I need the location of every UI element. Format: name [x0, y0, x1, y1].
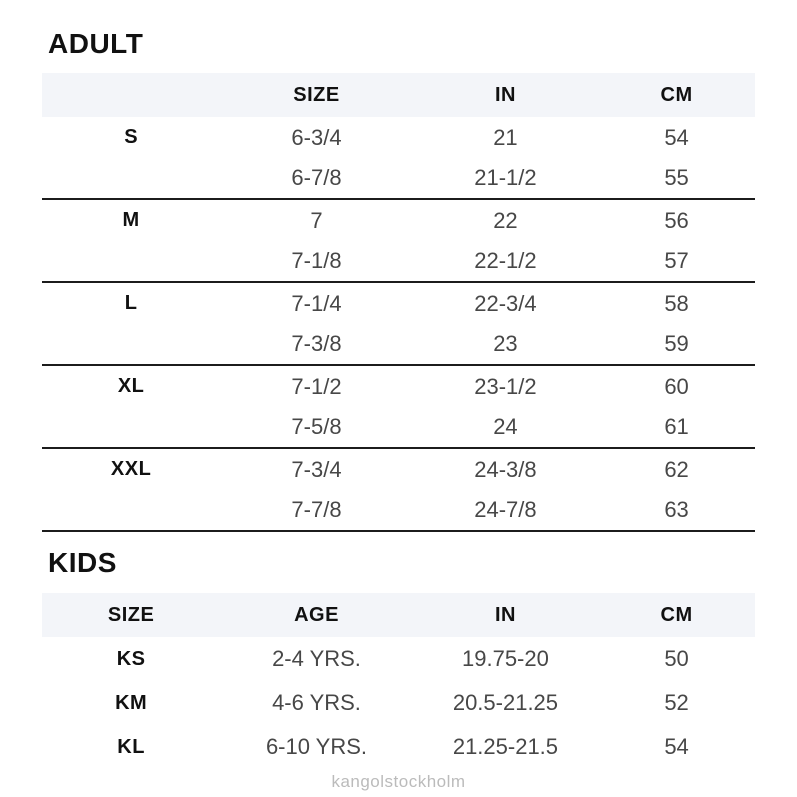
- cell-cm: 59: [664, 331, 689, 357]
- cell-size: 7-5/8: [291, 414, 342, 440]
- size-group-label: XL: [117, 375, 145, 398]
- table-row: [42, 637, 755, 681]
- watermark-text: kangolstockholm: [331, 772, 466, 791]
- size-group-label: KS: [116, 647, 146, 670]
- kids-header-age: AGE: [294, 603, 339, 626]
- size-group-label: XXL: [110, 458, 152, 481]
- cell-cm: 60: [664, 373, 689, 399]
- cell-inches: 22-3/4: [474, 290, 537, 316]
- table-row: [42, 681, 755, 725]
- cell-cm: 57: [664, 248, 689, 274]
- table-row: [42, 725, 755, 769]
- table-row: [42, 366, 755, 408]
- cell-age: 2-4 YRS.: [272, 646, 361, 671]
- table-row: [42, 117, 755, 159]
- cell-inches: 21-1/2: [474, 165, 537, 191]
- kids-section: [42, 547, 755, 769]
- size-group-label: S: [124, 126, 139, 149]
- cell-inches: 22: [493, 207, 518, 233]
- size-group-label: L: [124, 292, 138, 315]
- table-row: [42, 325, 755, 367]
- cell-size: 7-3/8: [291, 331, 342, 357]
- cell-inches: 24-7/8: [474, 497, 537, 523]
- adult-section-title: ADULT: [48, 28, 144, 59]
- cell-age: 6-10 YRS.: [265, 734, 368, 759]
- size-group-label: KL: [117, 735, 145, 758]
- kids-size-table: [42, 593, 755, 769]
- adult-section: [42, 28, 755, 532]
- adult-size-table: [42, 73, 755, 532]
- size-group-label: KM: [115, 691, 148, 714]
- adult-header-cm: CM: [660, 83, 693, 106]
- cell-size: 7: [310, 207, 323, 233]
- table-row: [42, 449, 755, 491]
- cell-inches: 21.25-21.5: [452, 734, 559, 759]
- cell-cm: 62: [664, 456, 689, 482]
- adult-table-header-row: [42, 73, 755, 117]
- kids-header-size: SIZE: [107, 603, 155, 626]
- table-row: [42, 491, 755, 533]
- cell-inches: 22-1/2: [474, 248, 537, 274]
- table-row: [42, 200, 755, 242]
- size-group-label: M: [122, 209, 140, 232]
- cell-cm: 54: [664, 124, 689, 150]
- cell-size: 7-3/4: [291, 456, 342, 482]
- table-row: [42, 283, 755, 325]
- table-row: [42, 408, 755, 450]
- kids-section-title: KIDS: [48, 547, 117, 578]
- cell-cm: 52: [664, 690, 689, 715]
- cell-size: 7-1/8: [291, 248, 342, 274]
- cell-cm: 56: [664, 207, 689, 233]
- cell-size: 6-3/4: [291, 124, 342, 150]
- kids-table-header-row: [42, 593, 755, 637]
- cell-cm: 58: [664, 290, 689, 316]
- cell-inches: 20.5-21.25: [452, 690, 559, 715]
- cell-cm: 55: [664, 165, 689, 191]
- cell-inches: 24: [493, 414, 518, 440]
- cell-cm: 50: [664, 646, 689, 671]
- adult-header-size: SIZE: [293, 83, 340, 106]
- cell-size: 7-1/4: [291, 290, 342, 316]
- cell-inches: 24-3/8: [474, 456, 537, 482]
- cell-cm: 54: [664, 734, 689, 759]
- kids-header-cm: CM: [660, 603, 693, 626]
- table-row: [42, 159, 755, 201]
- table-row: [42, 242, 755, 284]
- cell-age: 4-6 YRS.: [272, 690, 361, 715]
- cell-size: 7-7/8: [291, 497, 342, 523]
- cell-size: 7-1/2: [291, 373, 342, 399]
- adult-header-in: IN: [494, 83, 516, 106]
- cell-cm: 63: [664, 497, 689, 523]
- kids-header-in: IN: [494, 603, 516, 626]
- cell-inches: 19.75-20: [462, 646, 549, 671]
- cell-cm: 61: [664, 414, 689, 440]
- cell-size: 6-7/8: [291, 165, 342, 191]
- cell-inches: 23-1/2: [474, 373, 537, 399]
- cell-inches: 21: [493, 124, 518, 150]
- cell-inches: 23: [493, 331, 518, 357]
